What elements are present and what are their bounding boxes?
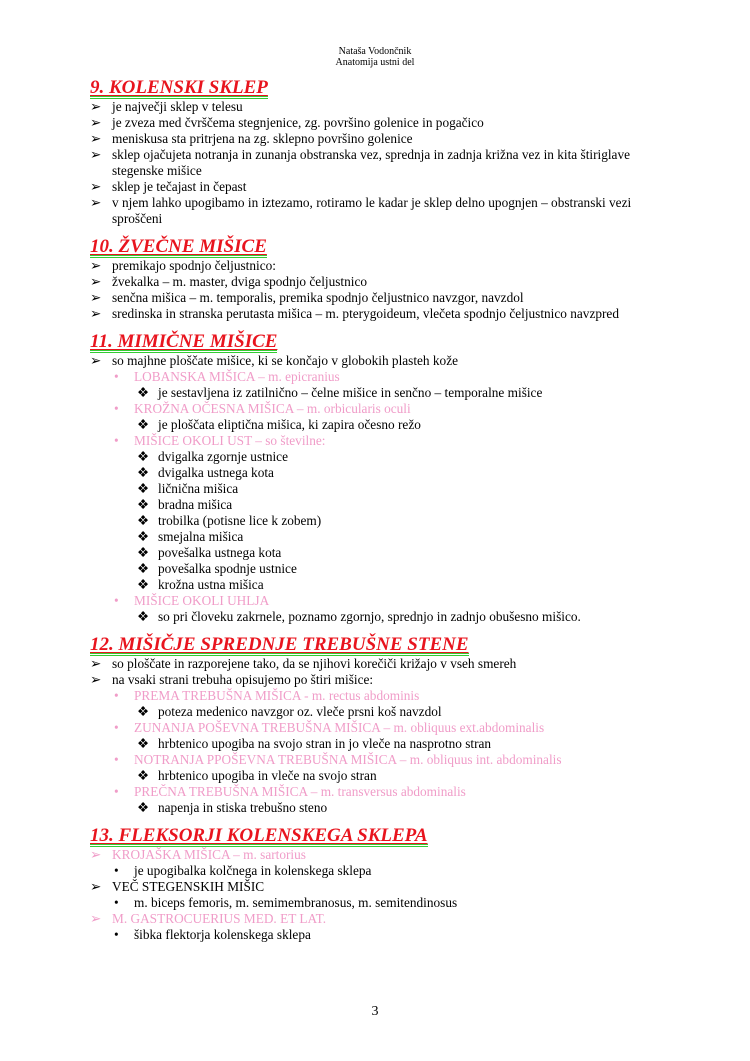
list-item (90, 561, 670, 577)
list-item (90, 529, 670, 545)
list-item-text: dvigalka ustnega kota (158, 465, 274, 480)
list-item-text: v njem lahko upogibamo in iztezamo, rotiramo le kadar je sklep delno upognjen – obstranski vezi sproščeni (112, 195, 632, 226)
list-item-text: NOTRANJA PPOŠEVNA TREBUŠNA MIŠICA – m. obliquus int. abdominalis (134, 752, 562, 767)
arrow-bullet-icon: ➢ (90, 911, 102, 926)
diamond-bullet-icon: ❖ (137, 465, 149, 480)
list-item (90, 369, 670, 385)
list-item-text: povešalka ustnega kota (158, 545, 282, 560)
list-item (90, 577, 670, 593)
list-item (90, 863, 670, 879)
list-item (90, 927, 670, 943)
section (90, 827, 670, 943)
arrow-bullet-icon: ➢ (90, 290, 102, 305)
dot-bullet-icon: • (114, 863, 119, 878)
list-item-text: KROJAŠKA MIŠICA – m. sartorius (112, 847, 306, 862)
list-item-text: m. biceps femoris, m. semimembranosus, m. semitendinosus (134, 895, 458, 910)
arrow-bullet-icon: ➢ (90, 147, 102, 162)
dot-bullet-icon: • (114, 895, 119, 910)
list-item (90, 417, 670, 433)
list-item (90, 847, 670, 863)
list-item-text: je sestavljena iz zatilnično – čelne mišice in senčno – temporalne mišice (158, 385, 543, 400)
list-item-text: premikajo spodnjo čeljustnico: (112, 258, 276, 273)
list-item-text: je zveza med čvrščema stegnjenice, zg. površino golenice in pogačico (112, 115, 484, 130)
header-subtitle: Anatomija ustni del (335, 57, 415, 68)
list-item-text: so majhne ploščate mišice, ki se končajo v globokih plasteh kože (112, 353, 459, 368)
list-item-text: PREMA TREBUŠNA MIŠICA - m. rectus abdominis (134, 688, 420, 703)
arrow-bullet-icon: ➢ (90, 353, 102, 368)
list-item-text: ZUNANJA POŠEVNA TREBUŠNA MIŠICA – m. obliquus ext.abdominalis (134, 720, 545, 735)
list-item-text: hrbtenico upogiba in vleče na svojo stran (158, 768, 377, 783)
list-item (90, 752, 670, 768)
section-heading: 13. FLEKSORJI KOLENSKEGA SKLEPA (90, 825, 428, 846)
section (90, 79, 670, 227)
page-number: 3 (371, 1004, 379, 1019)
dot-bullet-icon: • (114, 688, 119, 703)
list-item-text: meniskusa sta pritrjena na zg. sklepno površino golenice (112, 131, 413, 146)
diamond-bullet-icon: ❖ (137, 800, 149, 815)
arrow-bullet-icon: ➢ (90, 306, 102, 321)
section (90, 333, 670, 625)
diamond-bullet-icon: ❖ (137, 497, 149, 512)
arrow-bullet-icon: ➢ (90, 131, 102, 146)
list-item (90, 895, 670, 911)
list-item-text: je ploščata eliptična mišica, ki zapira očesno režo (158, 417, 421, 432)
diamond-bullet-icon: ❖ (137, 768, 149, 783)
arrow-bullet-icon: ➢ (90, 847, 102, 862)
arrow-bullet-icon: ➢ (90, 274, 102, 289)
list-item (90, 258, 670, 274)
list-item (90, 179, 670, 195)
list-item-text: trobilka (potisne lice k zobem) (158, 513, 322, 528)
header-author: Nataša Vodončnik (338, 46, 412, 57)
list-item (90, 195, 670, 227)
list-item (90, 385, 670, 401)
list-item (90, 720, 670, 736)
list-item-text: smejalna mišica (158, 529, 244, 544)
diamond-bullet-icon: ❖ (137, 417, 149, 432)
list-item-text: povešalka spodnje ustnice (158, 561, 297, 576)
list-item (90, 545, 670, 561)
list-item (90, 131, 670, 147)
arrow-bullet-icon: ➢ (90, 99, 102, 114)
list-item-text: krožna ustna mišica (158, 577, 264, 592)
list-item-text: so ploščate in razporejene tako, da se njihovi korečiči križajo v vseh smereh (112, 656, 517, 671)
list-item-text: sredinska in stranska perutasta mišica – m. pterygoideum, vlečeta spodnjo čeljustnico navzpred (112, 306, 619, 321)
list-item (90, 784, 670, 800)
section-heading: 9. KOLENSKI SKLEP (90, 77, 268, 98)
arrow-bullet-icon: ➢ (90, 195, 102, 210)
list-item (90, 274, 670, 290)
dot-bullet-icon: • (114, 433, 119, 448)
list-item (90, 497, 670, 513)
arrow-bullet-icon: ➢ (90, 656, 102, 671)
running-header (0, 46, 750, 68)
section-heading: 11. MIMIČNE MIŠICE (90, 331, 278, 352)
list-item (90, 736, 670, 752)
list-item-text: LOBANSKA MIŠICA – m. epicranius (134, 369, 340, 384)
diamond-bullet-icon: ❖ (137, 577, 149, 592)
list-item-text: žvekalka – m. master, dviga spodnjo čeljustnico (112, 274, 367, 289)
list-item-text: VEČ STEGENSKIH MIŠIC (112, 879, 265, 894)
diamond-bullet-icon: ❖ (137, 513, 149, 528)
document-body (90, 79, 670, 943)
arrow-bullet-icon: ➢ (90, 115, 102, 130)
list-item (90, 609, 670, 625)
list-item-text: na vsaki strani trebuha opisujemo po štiri mišice: (112, 672, 374, 687)
list-item (90, 704, 670, 720)
dot-bullet-icon: • (114, 401, 119, 416)
list-item (90, 147, 670, 179)
list-item (90, 656, 670, 672)
list-item-text: poteza medenico navzgor oz. vleče prsni koš navzdol (158, 704, 442, 719)
list-item (90, 911, 670, 927)
diamond-bullet-icon: ❖ (137, 385, 149, 400)
dot-bullet-icon: • (114, 784, 119, 799)
section (90, 636, 670, 816)
list-item-text: MIŠICE OKOLI UST – so številne: (134, 433, 326, 448)
section-heading: 12. MIŠIČJE SPREDNJE TREBUŠNE STENE (90, 634, 469, 655)
section (90, 238, 670, 322)
list-item (90, 401, 670, 417)
diamond-bullet-icon: ❖ (137, 449, 149, 464)
list-item (90, 99, 670, 115)
list-item-text: hrbtenico upogiba na svojo stran in jo vleče na nasprotno stran (158, 736, 492, 751)
diamond-bullet-icon: ❖ (137, 609, 149, 624)
list-item-text: PREČNA TREBUŠNA MIŠICA – m. transversus abdominalis (134, 784, 466, 799)
list-item (90, 306, 670, 322)
list-item (90, 672, 670, 688)
list-item-text: sklep ojačujeta notranja in zunanja obstranska vez, sprednja in zadnja križna vez in kita štiriglave stegenske mišice (112, 147, 631, 178)
diamond-bullet-icon: ❖ (137, 545, 149, 560)
list-item (90, 433, 670, 449)
diamond-bullet-icon: ❖ (137, 481, 149, 496)
diamond-bullet-icon: ❖ (137, 704, 149, 719)
list-item-text: je upogibalka kolčnega in kolenskega sklepa (134, 863, 372, 878)
diamond-bullet-icon: ❖ (137, 736, 149, 751)
list-item-text: sklep je tečajast in čepast (112, 179, 247, 194)
arrow-bullet-icon: ➢ (90, 879, 102, 894)
list-item-text: ličnična mišica (158, 481, 239, 496)
dot-bullet-icon: • (114, 752, 119, 767)
list-item (90, 465, 670, 481)
dot-bullet-icon: • (114, 720, 119, 735)
arrow-bullet-icon: ➢ (90, 258, 102, 273)
list-item (90, 353, 670, 369)
list-item (90, 593, 670, 609)
list-item-text: MIŠICE OKOLI UHLJA (134, 593, 270, 608)
list-item-text: šibka flektorja kolenskega sklepa (134, 927, 311, 942)
diamond-bullet-icon: ❖ (137, 561, 149, 576)
list-item-text: M. GASTROCUERIUS MED. ET LAT. (112, 911, 327, 926)
list-item-text: bradna mišica (158, 497, 233, 512)
list-item (90, 115, 670, 131)
list-item (90, 481, 670, 497)
diamond-bullet-icon: ❖ (137, 529, 149, 544)
arrow-bullet-icon: ➢ (90, 179, 102, 194)
section-heading: 10. ŽVEČNE MIŠICE (90, 236, 267, 257)
list-item (90, 768, 670, 784)
list-item (90, 513, 670, 529)
list-item-text: KROŽNA OČESNA MIŠICA – m. orbicularis oculi (134, 401, 411, 416)
arrow-bullet-icon: ➢ (90, 672, 102, 687)
list-item (90, 879, 670, 895)
list-item-text: je največji sklep v telesu (112, 99, 243, 114)
dot-bullet-icon: • (114, 593, 119, 608)
list-item-text: senčna mišica – m. temporalis, premika spodnjo čeljustnico navzgor, navzdol (112, 290, 524, 305)
list-item (90, 800, 670, 816)
dot-bullet-icon: • (114, 927, 119, 942)
list-item-text: so pri človeku zakrnele, poznamo zgornjo, sprednjo in zadnjo obušesno mišico. (158, 609, 581, 624)
list-item (90, 290, 670, 306)
list-item-text: napenja in stiska trebušno steno (158, 800, 328, 815)
dot-bullet-icon: • (114, 369, 119, 384)
list-item (90, 688, 670, 704)
list-item-text: dvigalka zgornje ustnice (158, 449, 288, 464)
list-item (90, 449, 670, 465)
